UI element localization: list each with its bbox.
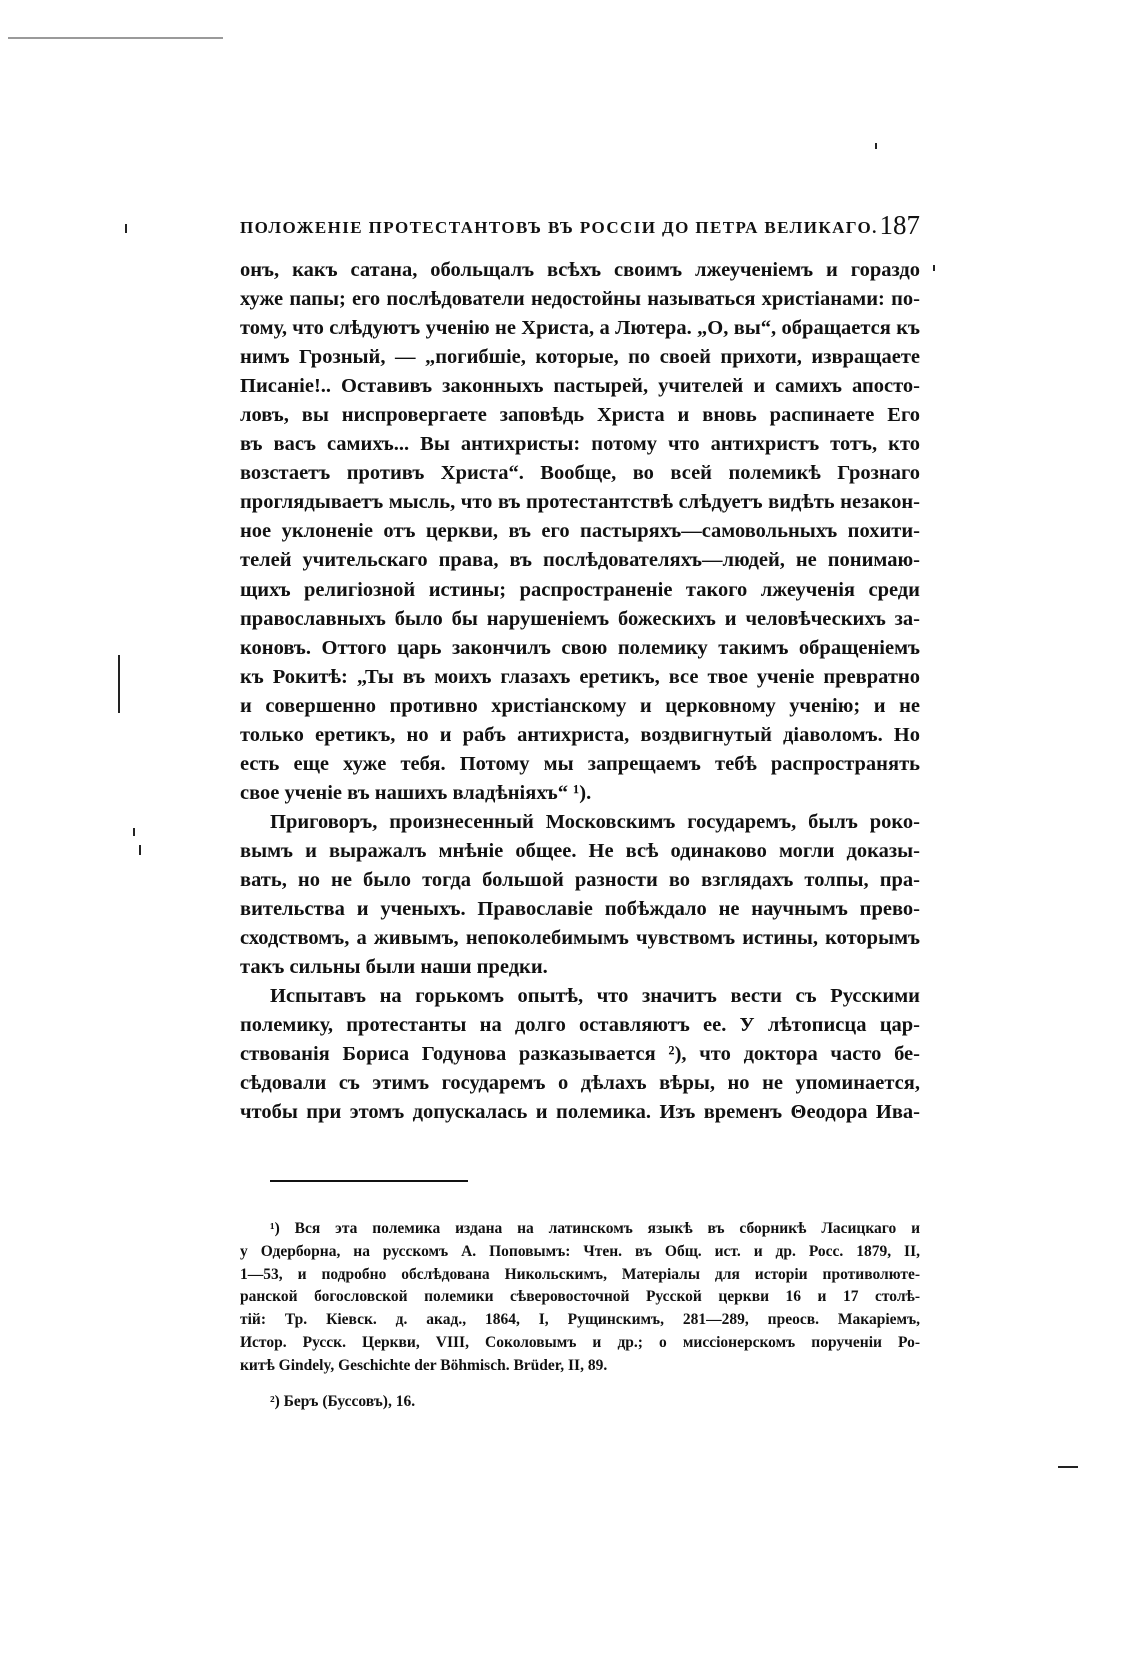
running-title: ПОЛОЖЕНІЕ ПРОТЕСТАНТОВЪ ВЪ РОССІИ ДО ПЕТРА ВЕЛИКАГО. [240,218,878,237]
main-text [240,256,920,1127]
text-line: и совершенно противно христіанскому и церковному ученію; и не [240,694,920,717]
scan-mark [118,655,120,713]
text-line: хуже папы; его послѣдователи недостойны называться христіанами: по- [240,288,920,311]
scan-mark [1058,1466,1078,1468]
text-line: православныхъ было бы нарушеніемъ божескихъ и человѣческихъ за- [240,607,920,630]
text-line: ствованія Бориса Годунова разказывается ²), что доктора часто бе- [240,1043,920,1066]
text-line: Писаніе!.. Оставивъ законныхъ пастырей, учителей и самихъ апосто- [240,375,920,398]
footnote-line: китѣ Gindely, Geschichte der Böhmisch. Brüder, II, 89. [240,1356,608,1374]
footnote-line: ²) Беръ (Буссовъ), 16. [270,1392,416,1410]
footnote-line: ранской богословской полемики сѣверовосточной Русской церкви 16 и 17 столѣ- [240,1288,920,1306]
footnote-line: у Одерборна, на русскомъ А. Поповымъ: Чтен. въ Общ. ист. и др. Росс. 1879, II, [240,1242,920,1260]
footnote-line: Истор. Русск. Церкви, VIII, Соколовымъ и др.; о миссіонерскомъ порученіи Ро- [240,1333,920,1351]
text-line: Приговоръ, произнесенный Московскимъ государемъ, былъ роко- [270,810,920,833]
text-line: коновъ. Оттого царь закончилъ свою полемику такимъ обращеніемъ [240,636,920,659]
text-line: полемику, протестанты на долго оставляютъ ее. У лѣтописца цар- [240,1014,920,1037]
text-line: вымъ и выражалъ мнѣніе общее. Не всѣ одинаково могли доказы- [240,839,920,862]
text-line: сходствомъ, а живымъ, непоколебимымъ чувствомъ истины, которымъ [240,927,920,950]
text-line: Испытавъ на горькомъ опытѣ, что значитъ вести съ Русскими [270,985,920,1008]
text-line: онъ, какъ сатана, обольщалъ всѣхъ своимъ лжеученіемъ и гораздо [240,259,920,281]
text-line: проглядываетъ мысль, что въ протестантствѣ слѣдуетъ видѣть незакон- [240,491,920,514]
scan-mark [933,265,935,271]
text-line: вать, но не было тогда большой разности во взглядахъ толпы, пра- [240,868,920,891]
text-line: только еретикъ, но и рабъ антихриста, воздвигнутый діаволомъ. Но [240,723,920,746]
scan-mark [125,224,127,233]
text-line: ное уклоненіе отъ церкви, въ его пастыряхъ—самовольныхъ похити- [240,520,920,543]
page-number: 187 [879,210,920,240]
footnote-line: тій: Тр. Кіевск. д. акад., 1864, I, Рущинскимъ, 281—289, преосв. Макаріемъ, [240,1311,920,1329]
text-line: къ Рокитѣ: „Ты въ моихъ глазахъ еретикъ, все твое ученіе превратно [240,665,920,688]
footnote-line: 1—53, и подробно обслѣдована Никольскимъ, Матеріалы для исторіи противолюте- [240,1265,920,1283]
footnote-separator [270,1180,468,1182]
text-line: сѣдовали съ этимъ государемъ о дѣлахъ вѣры, но не упоминается, [240,1072,920,1095]
text-line: въ васъ самихъ... Вы антихристы: потому что антихристъ тотъ, кто [240,433,920,456]
footnote-line: ¹) Вся эта полемика издана на латинскомъ языкѣ въ сборникѣ Ласицкаго и [270,1220,920,1237]
text-line: такъ сильны были наши предки. [240,956,548,979]
page-header [240,210,920,244]
text-line: возстаетъ противъ Христа“. Вообще, во всей полемикѣ Грознаго [240,462,920,485]
footnotes [240,1218,920,1413]
text-line: телей учительскаго права, въ послѣдователяхъ—людей, не понимаю- [240,549,920,572]
text-line: чтобы при этомъ допускалась и полемика. Изъ временъ Θеодора Ива- [240,1101,920,1124]
scan-mark [133,828,135,836]
scan-mark [875,143,877,149]
text-line: тому, что слѣдуютъ ученію не Христа, а Лютера. „О, вы“, обращается къ [240,317,920,340]
text-line: есть еще хуже тебя. Потому мы запрещаемъ тебѣ распространять [240,752,920,775]
text-line: ловъ, вы ниспровергаете заповѣдь Христа и вновь распинаете Его [240,404,920,427]
scan-edge-line [8,37,223,39]
text-line: свое ученіе въ нашихъ владѣніяхъ“ ¹). [240,781,592,804]
text-line: нимъ Грозный, — „погибшіе, которые, по своей прихоти, извращаете [240,346,920,369]
text-line: щихъ религіозной истины; распространеніе такого лжеученія среди [240,578,920,601]
scan-mark [139,845,141,855]
text-line: вительства и ученыхъ. Православіе побѣждало не научнымъ прево- [240,898,920,921]
